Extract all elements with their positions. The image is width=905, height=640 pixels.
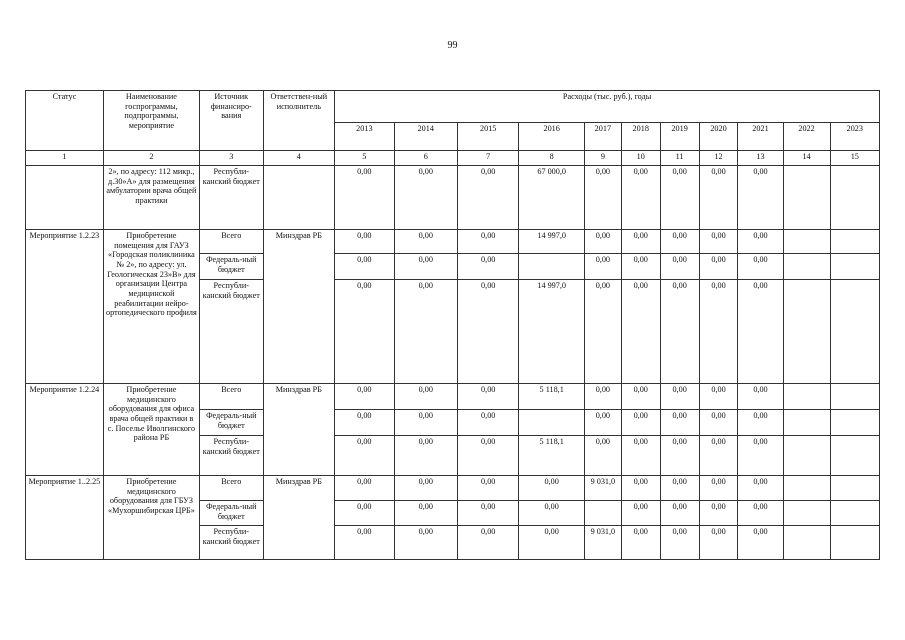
executor: Минздрав РБ	[263, 230, 335, 384]
value-cell: 5 118,1	[519, 436, 585, 476]
value-cell	[830, 410, 879, 436]
activity-status: Мероприятие 1.2.24	[26, 384, 104, 476]
value-cell: 0,00	[699, 280, 738, 384]
value-cell: 0,00	[660, 436, 699, 476]
value-cell: 0,00	[458, 280, 519, 384]
funding-source: Республи-канский бюджет	[200, 166, 263, 230]
value-cell	[830, 384, 879, 410]
value-cell: 0,00	[394, 166, 457, 230]
funding-source: Республи-канский бюджет	[200, 280, 263, 384]
activity-name: Приобретение медицинского оборудования для офиса врача общей практики в с. Поселье Иволгинского района РБ	[103, 384, 199, 476]
funding-source: Всего	[200, 384, 263, 410]
table-row	[26, 166, 880, 230]
value-cell: 0,00	[335, 280, 394, 384]
value-cell: 0,00	[699, 476, 738, 501]
value-cell	[830, 230, 879, 254]
value-cell	[783, 501, 830, 526]
value-cell: 0,00	[335, 384, 394, 410]
funding-source: Всего	[200, 476, 263, 501]
value-cell: 0,00	[699, 254, 738, 280]
value-cell: 0,00	[660, 410, 699, 436]
value-cell: 0,00	[335, 476, 394, 501]
year-header: 2020	[699, 123, 738, 151]
value-cell: 0,00	[621, 436, 660, 476]
value-cell	[783, 280, 830, 384]
year-header: 2022	[783, 123, 830, 151]
value-cell	[830, 501, 879, 526]
value-cell: 0,00	[660, 254, 699, 280]
value-cell: 0,00	[584, 384, 621, 410]
activity-name: 2», по адресу: 112 микр., д.30»А» для размещения амбулатории врача общей практики	[103, 166, 199, 230]
funding-source: Федераль-ный бюджет	[200, 501, 263, 526]
status-cell	[26, 166, 104, 230]
value-cell: 0,00	[394, 384, 457, 410]
value-cell: 0,00	[621, 476, 660, 501]
value-cell: 0,00	[394, 254, 457, 280]
column-number: 3	[200, 151, 263, 166]
value-cell: 0,00	[335, 501, 394, 526]
value-cell: 0,00	[394, 230, 457, 254]
value-cell: 0,00	[738, 384, 783, 410]
value-cell	[830, 254, 879, 280]
value-cell: 0,00	[660, 384, 699, 410]
value-cell: 0,00	[660, 230, 699, 254]
column-number: 14	[783, 151, 830, 166]
value-cell: 0,00	[738, 280, 783, 384]
value-cell: 0,00	[584, 410, 621, 436]
value-cell: 0,00	[335, 436, 394, 476]
value-cell: 0,00	[699, 410, 738, 436]
year-header: 2021	[738, 123, 783, 151]
value-cell: 0,00	[621, 501, 660, 526]
year-header: 2016	[519, 123, 585, 151]
funding-source: Республи-канский бюджет	[200, 526, 263, 560]
funding-source: Федераль-ный бюджет	[200, 254, 263, 280]
value-cell: 0,00	[519, 476, 585, 501]
table-body	[26, 166, 880, 560]
year-header: 2019	[660, 123, 699, 151]
value-cell	[783, 384, 830, 410]
column-number: 6	[394, 151, 457, 166]
value-cell: 0,00	[621, 280, 660, 384]
value-cell: 0,00	[335, 526, 394, 560]
value-cell	[783, 230, 830, 254]
value-cell: 0,00	[660, 501, 699, 526]
year-header: 2017	[584, 123, 621, 151]
value-cell	[783, 436, 830, 476]
column-number: 1	[26, 151, 104, 166]
value-cell: 0,00	[621, 230, 660, 254]
year-header: 2023	[830, 123, 879, 151]
value-cell: 14 997,0	[519, 280, 585, 384]
header-status: Статус	[26, 91, 104, 151]
value-cell: 0,00	[458, 166, 519, 230]
value-cell: 0,00	[660, 166, 699, 230]
value-cell: 0,00	[394, 476, 457, 501]
value-cell	[783, 410, 830, 436]
value-cell	[519, 254, 585, 280]
value-cell: 0,00	[458, 384, 519, 410]
value-cell	[830, 476, 879, 501]
value-cell: 0,00	[458, 436, 519, 476]
value-cell: 9 031,0	[584, 476, 621, 501]
value-cell: 0,00	[458, 526, 519, 560]
value-cell: 0,00	[584, 280, 621, 384]
value-cell: 0,00	[621, 166, 660, 230]
value-cell: 0,00	[621, 384, 660, 410]
value-cell: 0,00	[738, 166, 783, 230]
value-cell: 0,00	[738, 526, 783, 560]
value-cell: 0,00	[394, 280, 457, 384]
table-row	[26, 384, 880, 410]
activity-name: Приобретение помещения для ГАУЗ «Городская поликлиника № 2», по адресу: ул. Геологическая 23»В» для организации Центра медицинской реабилитации нейро-ортопедического профиля	[103, 230, 199, 384]
value-cell	[519, 410, 585, 436]
column-number: 9	[584, 151, 621, 166]
value-cell: 0,00	[738, 501, 783, 526]
column-number: 2	[103, 151, 199, 166]
value-cell: 0,00	[458, 254, 519, 280]
value-cell: 0,00	[660, 476, 699, 501]
value-cell: 0,00	[458, 501, 519, 526]
value-cell: 0,00	[699, 526, 738, 560]
header-row	[26, 91, 880, 123]
value-cell: 5 118,1	[519, 384, 585, 410]
value-cell: 0,00	[584, 230, 621, 254]
year-header: 2015	[458, 123, 519, 151]
value-cell: 0,00	[738, 230, 783, 254]
value-cell: 0,00	[660, 526, 699, 560]
column-number: 11	[660, 151, 699, 166]
header-expenses: Расходы (тыс. руб.), годы	[335, 91, 880, 123]
value-cell: 0,00	[335, 410, 394, 436]
value-cell	[830, 166, 879, 230]
funding-source: Всего	[200, 230, 263, 254]
header-executor: Ответствен-ный исполнитель	[263, 91, 335, 151]
year-header: 2014	[394, 123, 457, 151]
table-row	[26, 476, 880, 501]
column-number: 10	[621, 151, 660, 166]
value-cell: 0,00	[335, 166, 394, 230]
executor: Минздрав РБ	[263, 476, 335, 560]
value-cell: 0,00	[621, 526, 660, 560]
executor: Минздрав РБ	[263, 384, 335, 476]
header-source: Источник финансиро-вания	[200, 91, 263, 151]
year-header: 2018	[621, 123, 660, 151]
year-header: 2013	[335, 123, 394, 151]
header-name: Наименование госпрограммы, подпрограммы, мероприятие	[103, 91, 199, 151]
activity-status: Мероприятие 1..2.25	[26, 476, 104, 560]
column-number: 7	[458, 151, 519, 166]
value-cell: 0,00	[458, 230, 519, 254]
value-cell: 0,00	[699, 436, 738, 476]
value-cell: 0,00	[335, 254, 394, 280]
value-cell: 0,00	[458, 476, 519, 501]
value-cell: 0,00	[621, 254, 660, 280]
value-cell: 0,00	[394, 526, 457, 560]
value-cell	[830, 280, 879, 384]
value-cell	[783, 254, 830, 280]
value-cell: 0,00	[458, 410, 519, 436]
column-number: 8	[519, 151, 585, 166]
value-cell: 0,00	[584, 166, 621, 230]
value-cell: 0,00	[584, 254, 621, 280]
column-number: 4	[263, 151, 335, 166]
activity-name: Приобретение медицинского оборудования для ГБУЗ «Мухоршибирская ЦРБ»	[103, 476, 199, 560]
value-cell: 67 000,0	[519, 166, 585, 230]
value-cell: 0,00	[394, 410, 457, 436]
value-cell: 0,00	[699, 384, 738, 410]
budget-table	[25, 90, 880, 560]
value-cell	[783, 526, 830, 560]
value-cell: 0,00	[584, 436, 621, 476]
value-cell	[584, 501, 621, 526]
column-number: 13	[738, 151, 783, 166]
value-cell: 0,00	[699, 501, 738, 526]
column-number: 15	[830, 151, 879, 166]
funding-source: Республи-канский бюджет	[200, 436, 263, 476]
value-cell: 0,00	[621, 410, 660, 436]
value-cell: 0,00	[394, 436, 457, 476]
value-cell: 0,00	[738, 254, 783, 280]
executor-cell	[263, 166, 335, 230]
value-cell	[830, 526, 879, 560]
value-cell: 0,00	[519, 526, 585, 560]
table-row	[26, 230, 880, 254]
value-cell: 0,00	[738, 410, 783, 436]
value-cell	[783, 476, 830, 501]
value-cell	[783, 166, 830, 230]
funding-source: Федераль-ный бюджет	[200, 410, 263, 436]
value-cell: 9 031,0	[584, 526, 621, 560]
value-cell: 0,00	[660, 280, 699, 384]
value-cell	[830, 436, 879, 476]
value-cell: 0,00	[738, 476, 783, 501]
column-number: 5	[335, 151, 394, 166]
value-cell: 0,00	[394, 501, 457, 526]
column-number: 12	[699, 151, 738, 166]
value-cell: 14 997,0	[519, 230, 585, 254]
value-cell: 0,00	[699, 230, 738, 254]
page-number: 99	[447, 40, 458, 51]
value-cell: 0,00	[699, 166, 738, 230]
value-cell: 0,00	[519, 501, 585, 526]
value-cell: 0,00	[738, 436, 783, 476]
column-numbers-row	[26, 151, 880, 166]
activity-status: Мероприятие 1.2.23	[26, 230, 104, 384]
value-cell: 0,00	[335, 230, 394, 254]
